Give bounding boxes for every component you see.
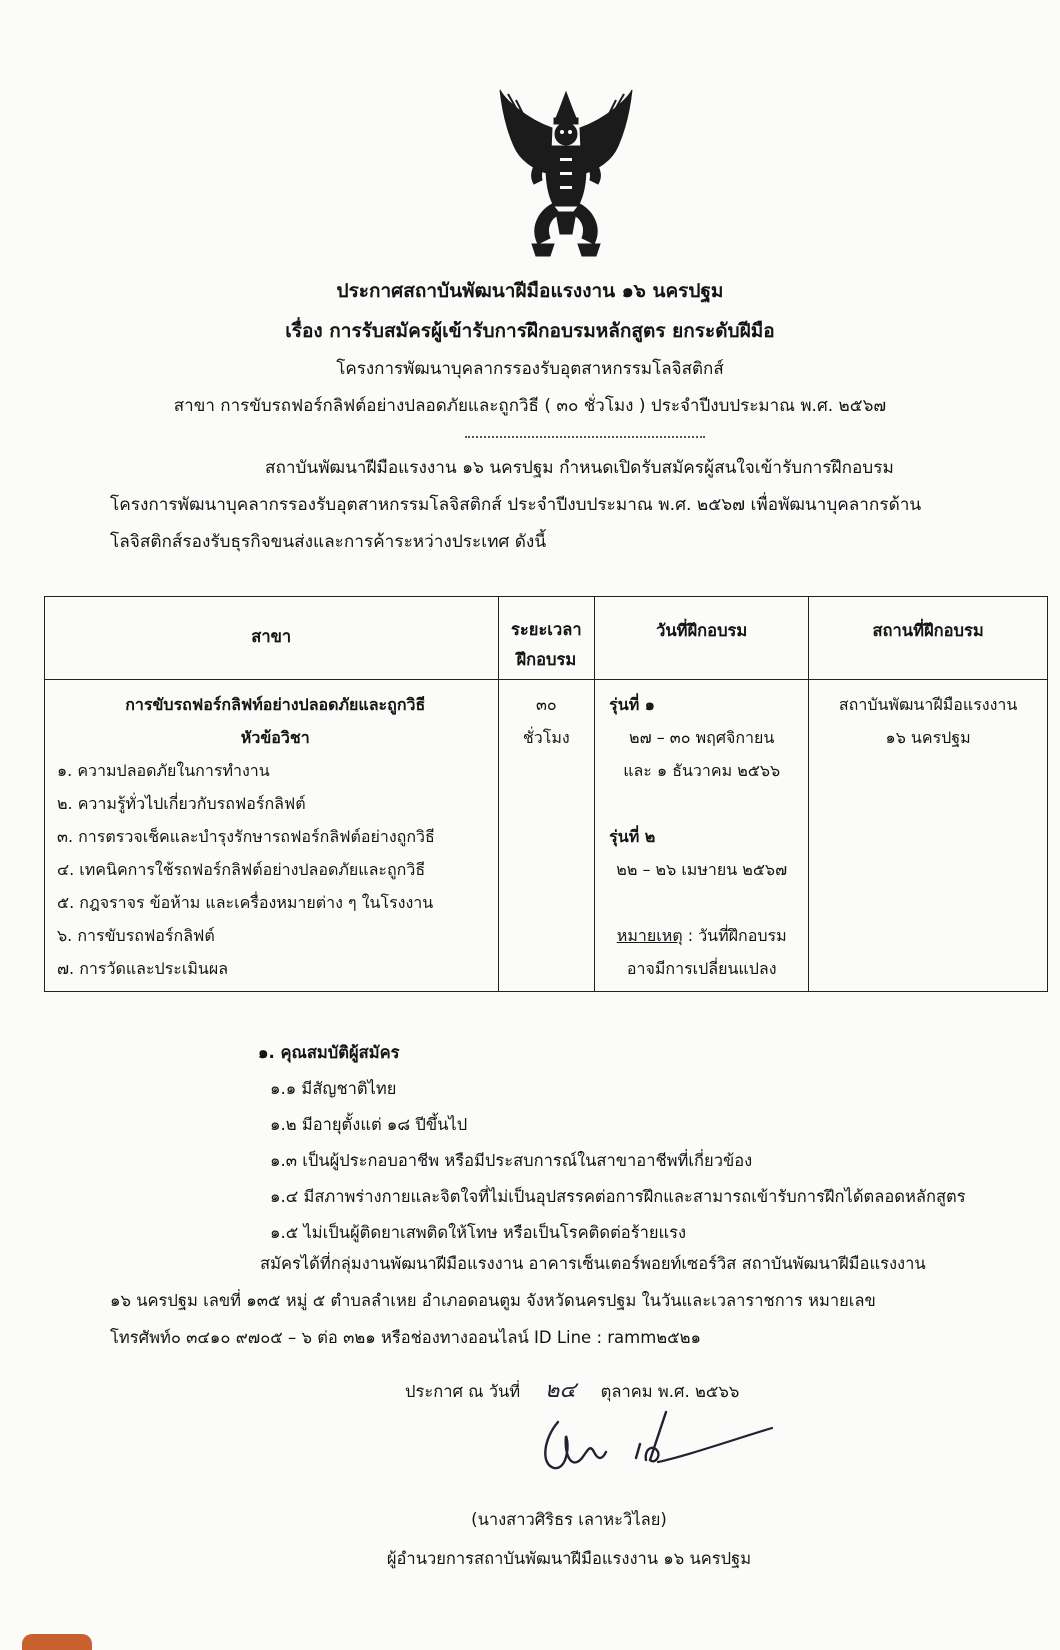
gen2-label: รุ่นที่ ๒ <box>609 827 656 846</box>
course-title: การขับรถฟอร์กลิฟท์อย่างปลอดภัยและถูกวิธี <box>125 695 426 714</box>
topic-item: ๒. ความรู้ทั่วไปเกี่ยวกับรถฟอร์กลิฟต์ <box>57 794 306 813</box>
topic-item: ๖. การขับรถฟอร์กลิฟต์ <box>57 926 215 945</box>
dates-cell <box>595 680 809 992</box>
course-cell <box>45 680 499 992</box>
header-duration <box>498 597 595 680</box>
note-line-2: อาจมีการเปลี่ยนแปลง <box>626 959 777 978</box>
note-label: หมายเหตุ <box>616 926 683 945</box>
header-duration-line-1: ระยะเวลา <box>511 620 582 639</box>
course-table <box>44 596 1048 992</box>
topics-heading: หัวข้อวิชา <box>240 728 310 747</box>
note-text: : วันที่ฝึกอบรม <box>682 926 787 945</box>
place-line-1: สถาบันพัฒนาฝีมือแรงงาน <box>838 695 1018 714</box>
header-dates: วันที่ฝึกอบรม <box>595 597 809 680</box>
announcement-subject: เรื่อง การรับสมัครผู้เข้ารับการฝึกอบรมหลักสูตร ยกระดับฝีมือ <box>285 320 775 342</box>
topic-item: ๗. การวัดและประเมินผล <box>57 959 229 978</box>
qualification-item: ๑.๓ เป็นผู้ประกอบอาชีพ หรือมีประสบการณ์ในสาขาอาชีพที่เกี่ยวข้อง <box>270 1151 753 1170</box>
qualification-item: ๑.๒ มีอายุตั้งแต่ ๑๘ ปีขึ้นไป <box>270 1115 468 1134</box>
topic-item: ๕. กฎจราจร ข้อห้าม และเครื่องหมายต่าง ๆ ในโรงงาน <box>57 893 434 912</box>
duration-value: ๓๐ <box>535 695 557 714</box>
announcement-date <box>405 1372 739 1407</box>
place-cell <box>809 680 1048 992</box>
intro-line-1: สถาบันพัฒนาฝีมือแรงงาน ๑๖ นครปฐม กำหนดเปิดรับสมัครผู้สนใจเข้ารับการฝึกอบรม <box>265 458 894 478</box>
branch-line: สาขา การขับรถฟอร์กลิฟต์อย่างปลอดภัยและถูกวิธี ( ๓๐ ชั่วโมง ) ประจำปีงบประมาณ พ.ศ. ๒๕๖๗ <box>173 396 887 416</box>
qualifications-heading: ๑. คุณสมบัติผู้สมัคร <box>258 1043 400 1062</box>
garuda-emblem-icon <box>494 88 638 264</box>
signature-mark <box>536 1408 776 1480</box>
apply-line-1: สมัครได้ที่กลุ่มงานพัฒนาฝีมือแรงงาน อาคารเซ็นเตอร์พอยท์เซอร์วิส สถาบันพัฒนาฝีมือแรงงาน <box>260 1254 926 1273</box>
intro-line-2: โครงการพัฒนาบุคลากรรองรับอุตสาหกรรมโลจิสติกส์ ประจำปีงบประมาณ พ.ศ. ๒๕๖๗ เพื่อพัฒนาบุคลากรด้าน <box>110 495 922 515</box>
announcement-title: ประกาศสถาบันพัฒนาฝีมือแรงงาน ๑๖ นครปฐม <box>336 280 724 302</box>
apply-line-2: ๑๖ นครปฐม เลขที่ ๑๓๕ หมู่ ๕ ตำบลลำเหย อำเภอดอนตูม จังหวัดนครปฐม ในวันและเวลาราชการ หมายเลข <box>110 1291 876 1310</box>
qualification-item: ๑.๔ มีสภาพร่างกายและจิตใจที่ไม่เป็นอุปสรรคต่อการฝึกและสามารถเข้ารับการฝึกได้ตลอดหลักสูตร <box>270 1187 966 1206</box>
header-duration-line-2: ฝึกอบรม <box>516 650 577 669</box>
intro-line-3: โลจิสติกส์รองรับธุรกิจขนส่งและการค้าระหว่างประเทศ ดังนี้ <box>110 532 547 552</box>
gen1-date-line-1: ๒๗ – ๓๐ พฤศจิกายน <box>629 728 775 747</box>
qualification-item: ๑.๕ ไม่เป็นผู้ติดยาเสพติดให้โทษ หรือเป็นโรคติดต่อร้ายแรง <box>270 1223 687 1242</box>
gen2-date: ๒๒ – ๒๖ เมษายน ๒๕๖๗ <box>616 860 788 879</box>
date-month-year: ตุลาคม พ.ศ. ๒๕๖๖ <box>600 1382 740 1401</box>
application-paragraph <box>110 1245 1030 1356</box>
project-name: โครงการพัฒนาบุคลากรรองรับอุตสาหกรรมโลจิสติกส์ <box>336 359 724 379</box>
topic-item: ๓. การตรวจเช็คและบำรุงรักษารถฟอร์กลิฟต์อย่างถูกวิธี <box>57 827 435 846</box>
topic-item: ๑. ความปลอดภัยในการทำงาน <box>57 761 270 780</box>
paper-corner-decoration <box>22 1634 92 1650</box>
note-line-1 <box>595 919 808 952</box>
table-row <box>45 680 1048 992</box>
signer-name: (นางสาวศิริธร เลาหะวิไลย) <box>471 1510 667 1529</box>
dotted-divider <box>465 436 705 438</box>
signer-position: ผู้อำนวยการสถาบันพัฒนาฝีมือแรงงาน ๑๖ นครปฐม <box>386 1549 752 1568</box>
intro-paragraph <box>110 450 1020 561</box>
apply-line-3: โทรศัพท์๐ ๓๔๑๐ ๙๗๐๕ – ๖ ต่อ ๓๒๑ หรือช่องทางออนไลน์ ID Line : ramm๒๕๒๑ <box>110 1328 702 1347</box>
place-line-2: ๑๖ นครปฐม <box>885 728 971 747</box>
gen1-date-line-2: และ ๑ ธันวาคม ๒๕๖๖ <box>623 761 781 780</box>
gen1-label: รุ่นที่ ๑ <box>609 695 655 714</box>
header-branch: สาขา <box>45 597 499 680</box>
qualification-item: ๑.๑ มีสัญชาติไทย <box>270 1079 397 1098</box>
header-place: สถานที่ฝึกอบรม <box>809 597 1048 680</box>
date-day: ๒๔ <box>544 1378 576 1403</box>
date-prefix: ประกาศ ณ วันที่ <box>405 1382 521 1401</box>
duration-cell <box>498 680 595 992</box>
duration-unit: ชั่วโมง <box>522 728 570 747</box>
table-header-row <box>45 597 1048 680</box>
qualifications-section <box>258 1035 966 1251</box>
topic-item: ๔. เทคนิคการใช้รถฟอร์กลิฟต์อย่างปลอดภัยและถูกวิธี <box>57 860 426 879</box>
